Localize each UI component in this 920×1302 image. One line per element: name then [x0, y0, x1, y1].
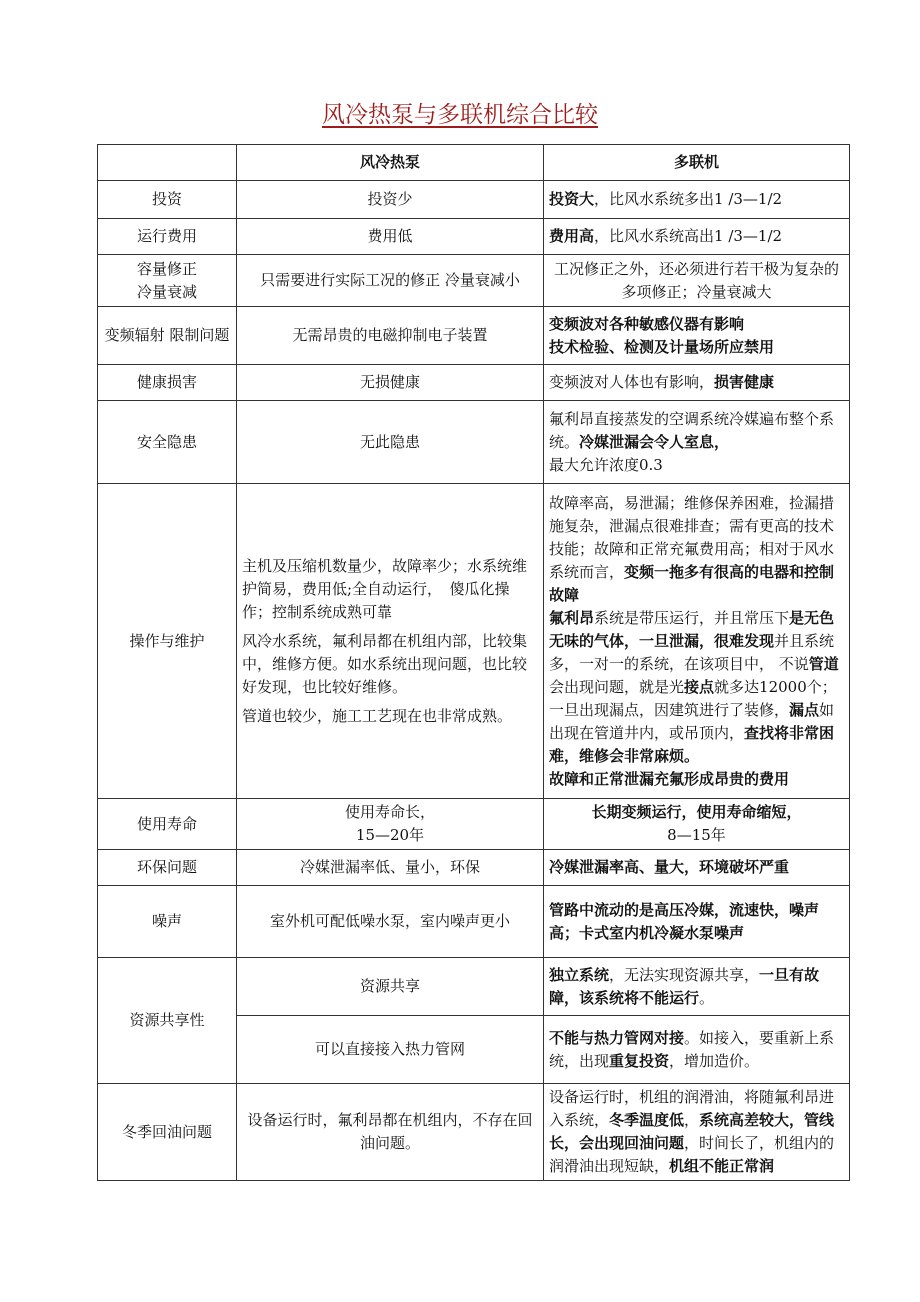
- table-row: [98, 1084, 850, 1181]
- cell-vfd-b: 变频波对各种敏感仪器有影响 技术检验、检测及计量场所应禁用: [544, 307, 850, 365]
- table-row: [98, 484, 850, 799]
- cell-capacity-a: 只需要进行实际工况的修正 冷量衰减小: [237, 255, 544, 307]
- table-row: [98, 219, 850, 255]
- cell-safety-a: 无此隐患: [237, 401, 544, 484]
- cell-health-b: 变频波对人体也有影响，损害健康: [544, 365, 850, 401]
- table-row: [98, 181, 850, 219]
- row-label-invest: 投资: [98, 181, 237, 219]
- row-label-health: 健康损害: [98, 365, 237, 401]
- cell-runcost-a: 费用低: [237, 219, 544, 255]
- cell-env-a: 冷媒泄漏率低、量小，环保: [237, 850, 544, 886]
- cell-safety-b: 氟利昂直接蒸发的空调系统冷媒遍布整个系统。冷媒泄漏会令人室息， 最大允许浓度0.3: [544, 401, 850, 484]
- row-label-ops: 操作与维护: [98, 484, 237, 799]
- table-row: [98, 799, 850, 850]
- header-multi-split: 多联机: [544, 145, 850, 181]
- row-label-safety: 安全隐患: [98, 401, 237, 484]
- row-label-life: 使用寿命: [98, 799, 237, 850]
- cell-health-a: 无损健康: [237, 365, 544, 401]
- cell-invest-a: 投资少: [237, 181, 544, 219]
- cell-invest-b: 投资大，比风水系统多出1 /3—1/2: [544, 181, 850, 219]
- comparison-table: [97, 144, 850, 1181]
- cell-life-b: 长期变频运行，使用寿命缩短， 8—15年: [544, 799, 850, 850]
- cell-share-a2: 可以直接接入热力管网: [237, 1016, 544, 1084]
- cell-capacity-b: 工况修正之外，还必须进行若干极为复杂的多项修正；冷量衰减大: [544, 255, 850, 307]
- table-row: [98, 850, 850, 886]
- table-row: [98, 307, 850, 365]
- row-label-runcost: 运行费用: [98, 219, 237, 255]
- table-row: [98, 401, 850, 484]
- row-label-share: 资源共享性: [98, 958, 237, 1084]
- cell-env-b: 冷媒泄漏率高、量大，环境破坏严重: [544, 850, 850, 886]
- cell-runcost-b: 费用高，比风水系统高出1 /3—1/2: [544, 219, 850, 255]
- document-title: 风冷热泵与多联机综合比较: [322, 102, 598, 128]
- cell-oil-b: 设备运行时，机组的润滑油，将随氟利昂进入系统，冬季温度低，系统高差较大，管线长，会出现回油问题，时间长了，机组内的润滑油出现短缺，机组不能正常润: [544, 1084, 850, 1181]
- cell-noise-a: 室外机可配低噪水泵，室内噪声更小: [237, 886, 544, 958]
- header-air-cooled-heat-pump: 风冷热泵: [237, 145, 544, 181]
- row-label-env: 环保问题: [98, 850, 237, 886]
- row-label-oil: 冬季回油问题: [98, 1084, 237, 1181]
- header-corner: [98, 145, 237, 181]
- table-row: [98, 886, 850, 958]
- cell-share-a1: 资源共享: [237, 958, 544, 1016]
- cell-share-b1: 独立系统，无法实现资源共享，一旦有故障，该系统将不能运行。: [544, 958, 850, 1016]
- table-row: [98, 255, 850, 307]
- cell-ops-a: 主机及压缩机数量少，故障率少；水系统维护简易，费用低;全自动运行， 傻瓜化操作；控制系统成熟可靠 风冷水系统，氟利昂都在机组内部，比较集中，维修方便。如水系统出现问题，也比较好发现，也比较好维修。 管道也较少，施工工艺现在也非常成熟。: [237, 484, 544, 799]
- cell-oil-a: 设备运行时，氟利昂都在机组内，不存在回油问题。: [237, 1084, 544, 1181]
- cell-share-b2: 不能与热力管网对接。如接入，要重新上系统，出现重复投资，增加造价。: [544, 1016, 850, 1084]
- cell-ops-b: 故障率高，易泄漏；维修保养困难，捡漏措施复杂，泄漏点很难排查；需有更高的技术技能；故障和正常充氟费用高；相对于风水系统而言，变频一拖多有很高的电器和控制故障 氟利昂系统是带压运行，并且常压下是无色无味的气体，一旦泄漏，很难发现并且系统多，一对一的系统，在该项目中， 不说管道会出现问题，就是光接点就多达12000个；一旦出现漏点，因建筑进行了装修，漏点如出现在管道井内，或吊顶内，查找将非常困难，维修会非常麻烦。 故障和正常泄漏充氟形成昂贵的费用: [544, 484, 850, 799]
- row-label-noise: 噪声: [98, 886, 237, 958]
- table-header-row: [98, 145, 850, 181]
- table-row: [98, 365, 850, 401]
- row-label-vfd: 变频辐射 限制问题: [98, 307, 237, 365]
- cell-noise-b: 管路中流动的是高压冷媒，流速快，噪声高；卡式室内机冷凝水泵噪声: [544, 886, 850, 958]
- row-label-capacity: 容量修正 冷量衰减: [98, 255, 237, 307]
- cell-vfd-a: 无需昂贵的电磁抑制电子装置: [237, 307, 544, 365]
- cell-life-a: 使用寿命长， 15—20年: [237, 799, 544, 850]
- table-row: [98, 958, 850, 1016]
